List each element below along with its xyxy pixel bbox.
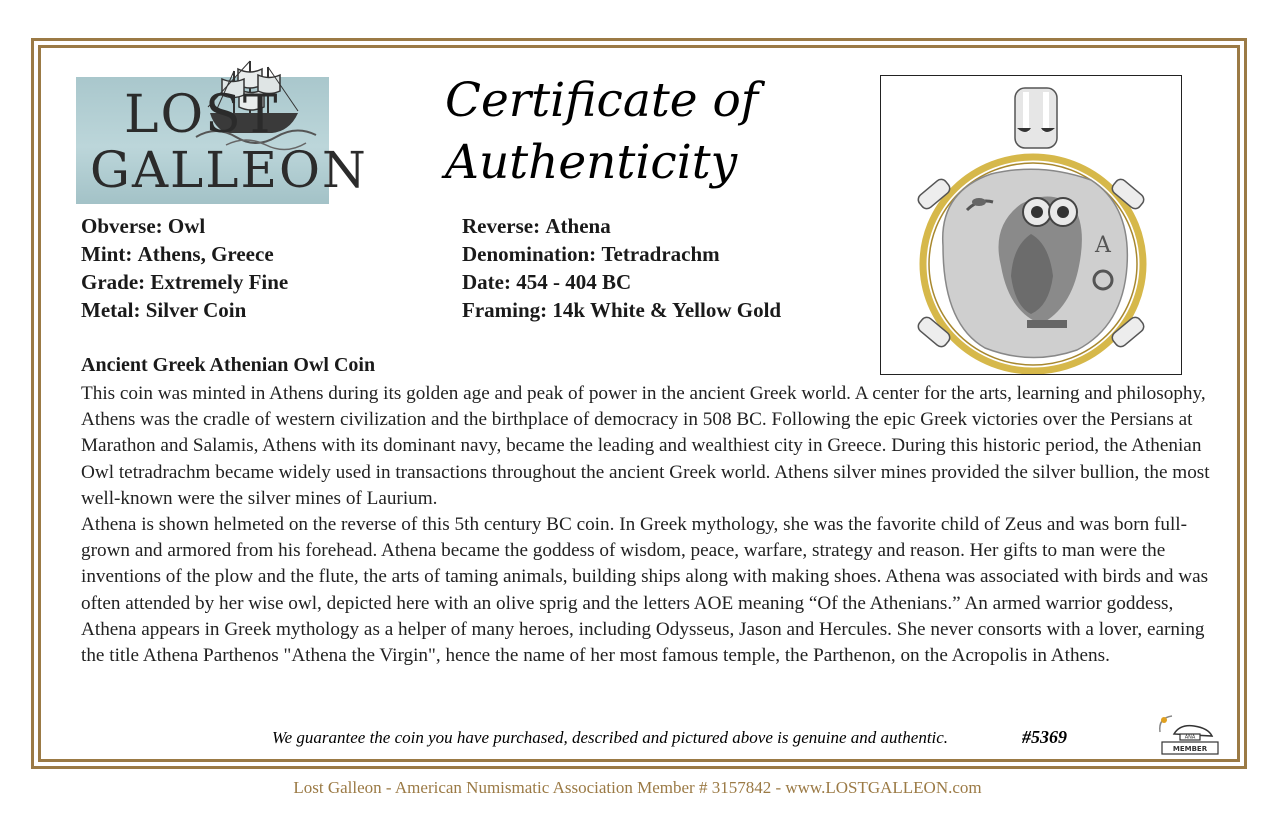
owl-coin-pendant-image [881, 76, 1181, 374]
spec-value: Owl [167, 214, 206, 238]
spec-grade [81, 268, 288, 296]
spec-value: Extremely Fine [150, 270, 289, 294]
spec-reverse [462, 212, 781, 240]
certificate-number: #5369 [1022, 727, 1067, 747]
spec-label: Framing: [462, 298, 548, 322]
spec-label: Date: [462, 270, 511, 294]
spec-value: Athena [545, 214, 611, 238]
ana-member-badge [1150, 708, 1222, 756]
description-paragraph-2: Athena is shown helmeted on the reverse of this 5th century BC coin. In Greek mythology, she was the favorite child of Zeus and was born full-grown and armored from his forehead. Athena became the goddess of wisdom, peace, warfare, strategy and reason. Her gifts to man were the inventions of the plow and the flute, the arts of taming animals, building ships along with making shoes. Athena was associated with birds and was often attended by her wise owl, depicted here with an olive sprig and the letters AOE meaning “Of the Athenians.” An armed warrior goddess, Athena appears in Greek mythology as a helper of many heroes, including Odysseus, Jason and Hercules. She never consorts with a lover, earning the title Athena Parthenos "Athena the Virgin", hence the name of her most famous temple, the Parthenon, on the Acropolis in Athens. [81, 514, 1209, 667]
logo-text-galleon: GALLEON [90, 141, 368, 199]
specs-right [462, 212, 781, 324]
spec-label: Metal: [81, 298, 141, 322]
spec-label: Grade: [81, 270, 146, 294]
spec-value: Tetradrachm [601, 242, 720, 266]
spec-framing [462, 296, 781, 324]
ana-badge-top-text: ANA [1184, 734, 1196, 741]
certificate-title [445, 70, 765, 194]
description-body [81, 381, 1231, 669]
spec-label: Reverse: [462, 214, 541, 238]
spec-value: Athens, Greece [137, 242, 274, 266]
spec-obverse [81, 212, 288, 240]
description-heading: Ancient Greek Athenian Owl Coin [81, 354, 376, 376]
title-line-1: Certificate of [445, 73, 759, 128]
spec-date [462, 268, 781, 296]
spec-value: Silver Coin [145, 298, 247, 322]
lost-galleon-logo [76, 77, 368, 204]
specs-left [81, 212, 288, 324]
logo-text-lost: LOST [124, 85, 280, 145]
coin-pendant-photo [880, 75, 1182, 375]
spec-value: 454 - 404 BC [516, 270, 632, 294]
title-line-2: Authenticity [445, 135, 738, 190]
description-paragraph-1: This coin was minted in Athens during its golden age and peak of power in the ancient Greek world. A center for the arts, learning and philosophy, Athens was the cradle of western civilization and the birthplace of democracy in 508 BC. Following the epic Greek victories over the Persians at Marathon and Salamis, Athens with its dominant navy, became the leading and wealthiest city in Greece. During this historic period, the Athenian Owl tetradrachm became widely used in transactions throughout the ancient Greek world. Athens silver mines provided the silver bullion, the most well-known were the silver mines of Laurium. [81, 383, 1210, 509]
svg-text:A: A [1095, 233, 1111, 258]
spec-mint [81, 240, 288, 268]
spec-metal [81, 296, 288, 324]
ana-lamp-icon [1150, 708, 1222, 756]
ana-badge-bottom-text: MEMBER [1172, 745, 1208, 753]
spec-label: Denomination: [462, 242, 597, 266]
guarantee-statement: We guarantee the coin you have purchased, described and pictured above is genuine and authentic. [272, 728, 949, 747]
spec-denomination [462, 240, 781, 268]
footer-member-line: Lost Galleon - American Numismatic Association Member # 3157842 - www.LOSTGALLEON.com [293, 778, 982, 797]
spec-label: Mint: [81, 242, 133, 266]
spec-label: Obverse: [81, 214, 163, 238]
spec-value: 14k White & Yellow Gold [552, 298, 782, 322]
